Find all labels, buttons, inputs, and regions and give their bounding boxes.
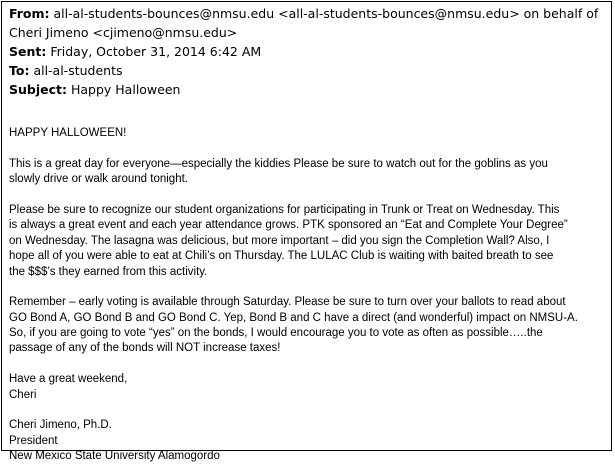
paragraph-line: on Wednesday. The lasagna was delicious, but more important – did you sign the Completion Wall? Also, I <box>9 234 550 247</box>
signature-organization: New Mexico State University Alamogordo <box>9 450 220 463</box>
paragraph-line: the $$$’s they earned from this activity. <box>9 265 208 278</box>
subject-label: Subject: <box>9 82 67 97</box>
greeting: HAPPY HALLOWEEN! <box>9 127 127 139</box>
sent-row <box>9 42 609 61</box>
signature-name: Cheri Jimeno, Ph.D. <box>9 419 112 432</box>
email-body <box>9 126 609 465</box>
to-label: To: <box>9 63 30 78</box>
from-row-continued <box>9 23 609 42</box>
signature <box>9 418 609 464</box>
subject-row <box>9 80 609 99</box>
closing-line: Cheri <box>9 388 37 401</box>
email-frame <box>1 1 612 463</box>
from-row <box>9 4 609 23</box>
paragraph-2 <box>9 203 609 280</box>
paragraph-line: This is a great day for everyone—especially the kiddies Please be sure to watch out for the goblins as you <box>9 157 548 170</box>
from-label: From: <box>9 6 50 21</box>
paragraph-1 <box>9 157 609 188</box>
paragraph-line: is always a great event and each year attendance grows. PTK sponsored an “Eat and Complete Your Degree” <box>9 219 568 232</box>
paragraph-line: Remember – early voting is available through Saturday. Please be sure to turn over your ballots to read about <box>9 296 566 309</box>
closing <box>9 372 609 403</box>
sent-value: Friday, October 31, 2014 6:42 AM <box>50 44 262 59</box>
paragraph-line: So, if you are going to vote “yes” on the bonds, I would encourage you to vote as often as possible…..the <box>9 327 543 340</box>
subject-value: Happy Halloween <box>70 82 181 97</box>
closing-line: Have a great weekend, <box>9 373 128 386</box>
email-header <box>9 4 609 99</box>
from-value: all-al-students-bounces@nmsu.edu <all-al-students-bounces@nmsu.edu> on behalf of <box>53 6 599 21</box>
from-value-continued: Cheri Jimeno <cjimeno@nmsu.edu> <box>9 25 238 40</box>
to-row <box>9 61 609 80</box>
paragraph-line: hope all of you were able to eat at Chili’s on Thursday. The LULAC Club is waiting with baited breath to see <box>9 250 554 263</box>
paragraph-line: Please be sure to recognize our student organizations for participating in Trunk or Treat on Wednesday. This <box>9 203 560 216</box>
paragraph-line: GO Bond A, GO Bond B and GO Bond C. Yep, Bond B and C have a direct (and wonderful) impact on NMSU-A. <box>9 311 578 324</box>
paragraph-line: slowly drive or walk around tonight. <box>9 173 188 186</box>
signature-title: President <box>9 434 58 447</box>
sent-label: Sent: <box>9 44 47 59</box>
to-value: all-al-students <box>33 63 123 78</box>
paragraph-line: passage of any of the bonds will NOT increase taxes! <box>9 342 281 355</box>
paragraph-3 <box>9 295 609 357</box>
